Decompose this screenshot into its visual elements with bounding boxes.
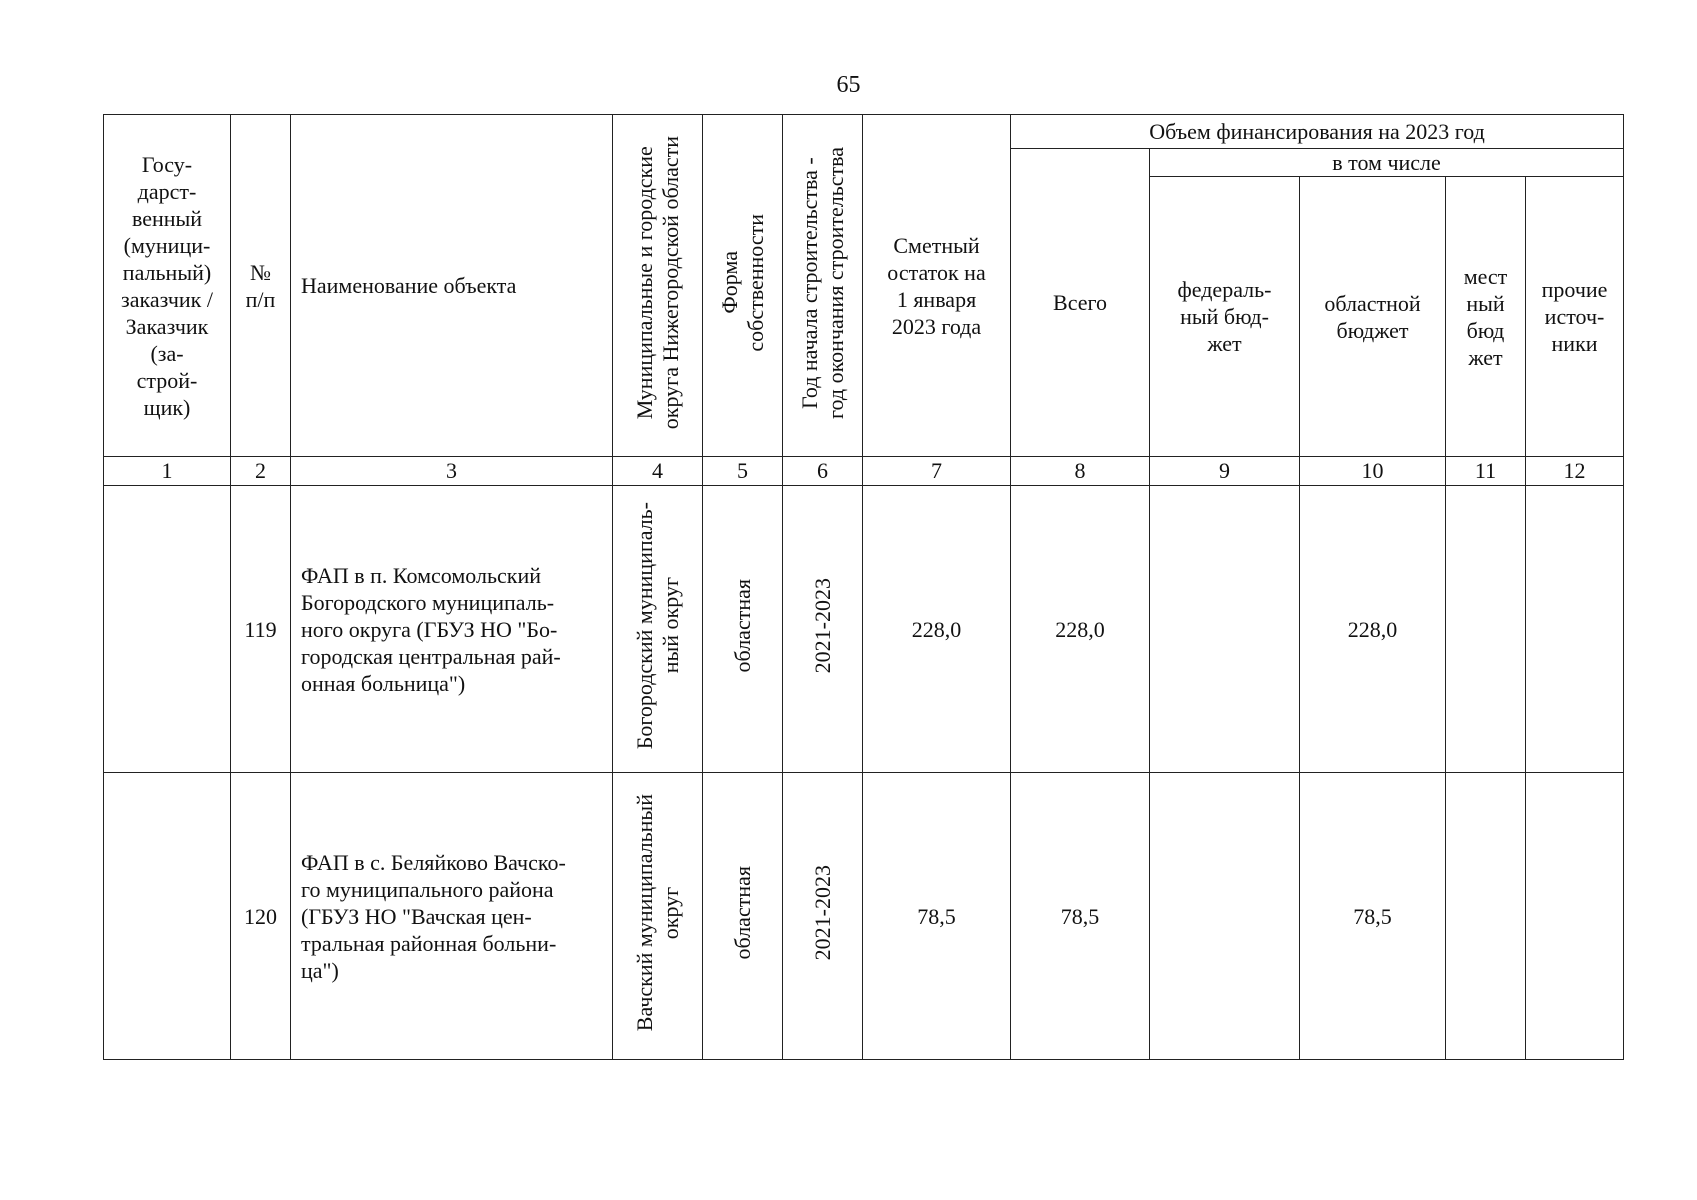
- header-funding-group: Объем финансирования на 2023 год: [1011, 115, 1624, 149]
- column-number: 4: [613, 457, 703, 486]
- header-other: прочие источ- ники: [1526, 177, 1624, 457]
- cell-customer: [104, 486, 231, 773]
- cell-total: 78,5: [1011, 773, 1150, 1060]
- header-total: Всего: [1011, 149, 1150, 457]
- cell-federal: [1150, 486, 1300, 773]
- cell-ownership-text: областная: [729, 579, 755, 673]
- column-number: 10: [1300, 457, 1446, 486]
- cell-balance: 78,5: [863, 773, 1011, 1060]
- cell-district: [613, 773, 703, 1060]
- cell-balance: 228,0: [863, 486, 1011, 773]
- cell-object-name: ФАП в с. Беляйково Вачско- го муниципального района (ГБУЗ НО "Вачская цен- тральная районная больни- ца"): [291, 773, 613, 1060]
- cell-local: [1446, 773, 1526, 1060]
- column-number: 1: [104, 457, 231, 486]
- cell-years-text: 2021-2023: [809, 578, 835, 674]
- column-number: 11: [1446, 457, 1526, 486]
- header-regional: областной бюджет: [1300, 177, 1446, 457]
- cell-regional: 78,5: [1300, 773, 1446, 1060]
- cell-years: [783, 773, 863, 1060]
- header-years: [783, 115, 863, 457]
- cell-customer: [104, 773, 231, 1060]
- column-number: 7: [863, 457, 1011, 486]
- header-ownership-text: Форма собственности: [716, 213, 768, 352]
- cell-other: [1526, 486, 1624, 773]
- header-index: № п/п: [231, 115, 291, 457]
- table-row: [104, 773, 1624, 1060]
- column-number: 9: [1150, 457, 1300, 486]
- cell-ownership-text: областная: [729, 866, 755, 960]
- header-local: мест ный бюд жет: [1446, 177, 1526, 457]
- cell-ownership: [703, 773, 783, 1060]
- column-number: 2: [231, 457, 291, 486]
- cell-index: 120: [231, 773, 291, 1060]
- column-number: 6: [783, 457, 863, 486]
- column-number: 3: [291, 457, 613, 486]
- cell-district: [613, 486, 703, 773]
- column-number: 8: [1011, 457, 1150, 486]
- cell-local: [1446, 486, 1526, 773]
- cell-federal: [1150, 773, 1300, 1060]
- cell-regional: 228,0: [1300, 486, 1446, 773]
- cell-years: [783, 486, 863, 773]
- header-federal: федераль- ный бюд- жет: [1150, 177, 1300, 457]
- header-including: в том числе: [1150, 149, 1624, 177]
- cell-years-text: 2021-2023: [809, 865, 835, 961]
- header-object-name: Наименование объекта: [291, 115, 613, 457]
- header-years-text: Год начала строительства - год окончания строительства: [796, 146, 848, 419]
- financing-table: [103, 114, 1624, 1060]
- cell-total: 228,0: [1011, 486, 1150, 773]
- header-districts: [613, 115, 703, 457]
- table-row: [104, 486, 1624, 773]
- header-customer: Госу- дарст- венный (муници- пальный) заказчик / Заказчик (за- строй- щик): [104, 115, 231, 457]
- column-number: 5: [703, 457, 783, 486]
- cell-object-name: ФАП в п. Комсомольский Богородского муниципаль- ного округа (ГБУЗ НО "Бо- городская центральная рай- онная больница"): [291, 486, 613, 773]
- header-ownership: [703, 115, 783, 457]
- cell-district-text: Богородский муниципаль- ный округ: [631, 502, 683, 750]
- cell-other: [1526, 773, 1624, 1060]
- cell-index: 119: [231, 486, 291, 773]
- column-numbers-row: [104, 457, 1624, 486]
- cell-district-text: Вачский муниципальный округ: [631, 794, 683, 1032]
- header-districts-text: Муниципальные и городские округа Нижегородской области: [631, 135, 683, 430]
- page-number: 65: [836, 72, 861, 98]
- cell-ownership: [703, 486, 783, 773]
- header-balance: Сметный остаток на 1 января 2023 года: [863, 115, 1011, 457]
- column-number: 12: [1526, 457, 1624, 486]
